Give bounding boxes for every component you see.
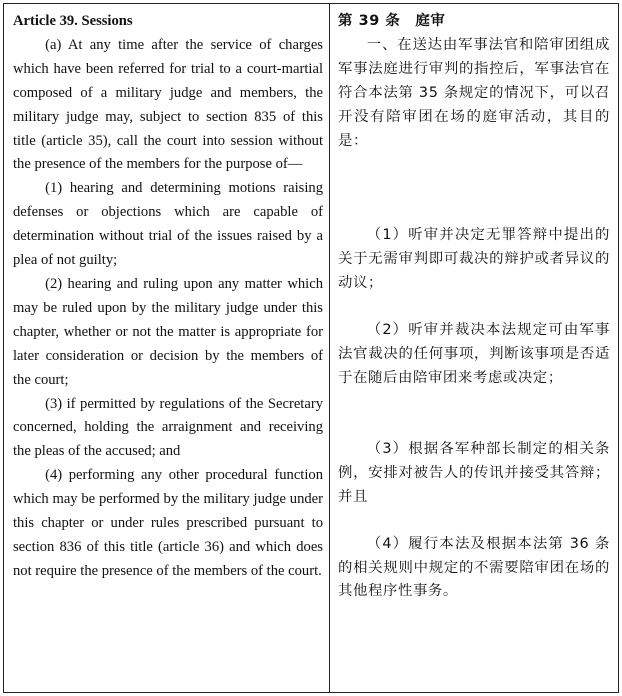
chinese-heading: 第 39 条 庭审: [338, 13, 446, 29]
chinese-intro: 一、在送达由军事法官和陪审团组成军事法庭进行审判的指控后，军事法官在符合本法第 35 条规定的情况下，可以召开没有陪审团在场的庭审活动，其目的是：: [338, 36, 610, 149]
chinese-item-2: （2）听审并裁决本法规定可由军事法官裁决的任何事项，判断该事项是否适于在随后由陪审团来考虑或决定；: [338, 322, 610, 386]
english-item-1: (1) hearing and determining motions raising defenses or objections which are capable of determination without trial of the issues raised by a plea of not guilty;: [13, 180, 323, 269]
chinese-column: [330, 4, 618, 692]
english-item-4: (4) performing any other procedural function which may be performed by the military judge under this chapter or under rules prescribed pursuant to section 836 of this title (article 36) and which does not require the presence of the members of the court.: [13, 467, 323, 579]
bilingual-table: [3, 3, 619, 693]
chinese-item-3: （3）根据各军种部长制定的相关条例，安排对被告人的传讯并接受其答辩；并且: [338, 440, 610, 505]
english-column: [4, 4, 330, 692]
english-intro: (a) At any time after the service of charges which have been referred for trial to a court-martial composed of a military judge and members, the military judge may, subject to section 835 of this title (article 35), call the court into session without the presence of the members for the purpose of—: [13, 36, 323, 173]
english-item-2: (2) hearing and ruling upon any matter which may be ruled upon by the military judge under this chapter, whether or not the matter is appropriate for later consideration or decision by the members of the court;: [13, 275, 323, 388]
english-heading: Article 39. Sessions: [13, 13, 133, 29]
english-item-3: (3) if permitted by regulations of the Secretary concerned, holding the arraignment and receiving the pleas of the accused; and: [13, 395, 323, 460]
chinese-item-4: （4）履行本法及根据本法第 36 条的相关规则中规定的不需要陪审团在场的其他程序性事务。: [338, 535, 610, 600]
chinese-item-1: （1）听审并决定无罪答辩中提出的关于无需审判即可裁决的辩护或者异议的动议；: [338, 227, 610, 292]
